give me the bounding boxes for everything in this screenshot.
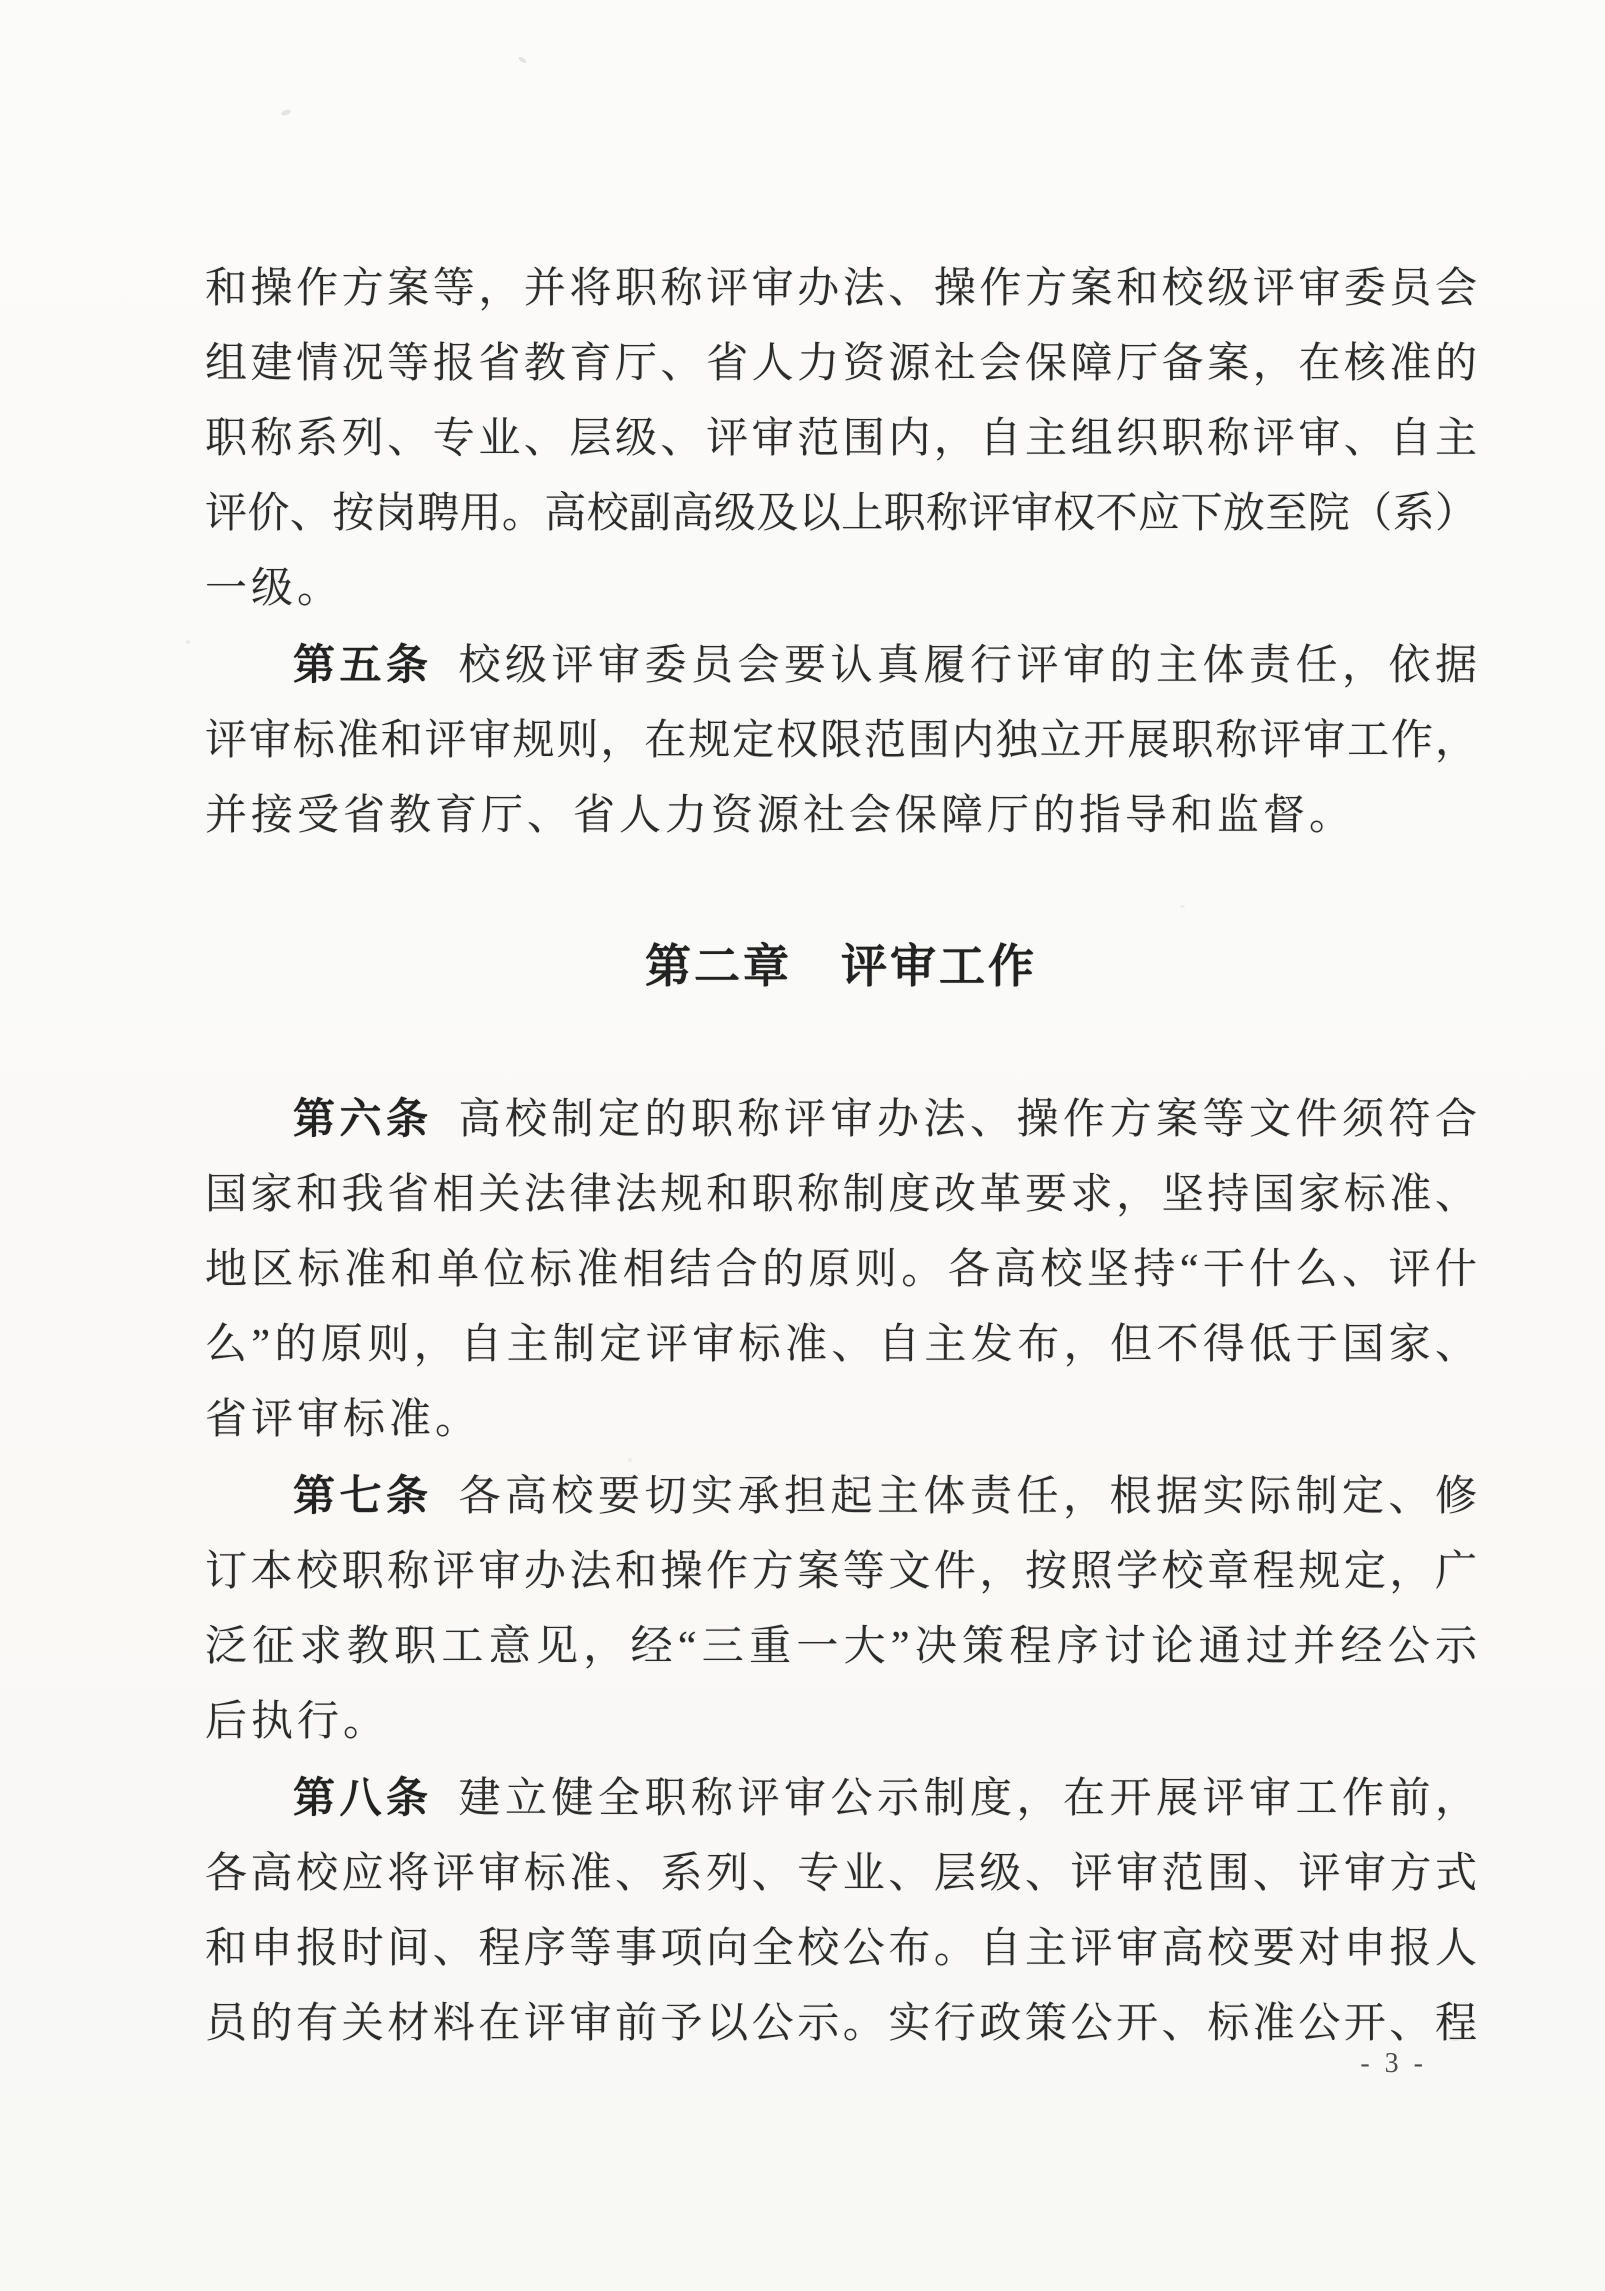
body-line: 后执行。 <box>205 1699 390 1745</box>
body-line: 各高校要切实承担起主体责任，根据实际制定、修 <box>458 1474 1477 1520</box>
scan-speck <box>280 108 291 116</box>
scan-speck <box>186 640 190 644</box>
article-first-line <box>205 1458 1477 1535</box>
body-line: 职称系列、专业、层级、评审范围内，自主组织职称评审、自主 <box>205 416 1477 462</box>
body-line: 一级。 <box>205 566 344 612</box>
body-line: 校级评审委员会要认真履行评审的主体责任，依据 <box>458 643 1477 689</box>
body-line: 组建情况等报省教育厅、省人力资源社会保障厅备案，在核准的 <box>205 341 1477 387</box>
body-line: 地区标准和单位标准相结合的原则。各高校坚持“干什么、评什 <box>205 1247 1477 1293</box>
body-line: 建立健全职称评审公示制度，在开展评审工作前， <box>458 1776 1477 1822</box>
scan-speck <box>518 56 528 64</box>
body-line: 订本校职称评审办法和操作方案等文件，按照学校章程规定，广 <box>205 1549 1477 1595</box>
body-line: 么”的原则，自主制定评审标准、自主发布，但不得低于国家、 <box>205 1322 1477 1368</box>
body-line: 省评审标准。 <box>205 1397 482 1443</box>
page-number: - 3 - <box>1360 2048 1427 2079</box>
body-line: 员的有关材料在评审前予以公示。实行政策公开、标准公开、程 <box>205 2001 1477 2047</box>
article-label: 第八条 <box>293 1774 433 1821</box>
article-first-line <box>205 627 1477 704</box>
body-line: 评价、按岗聘用。高校副高级及以上职称评审权不应下放至院（系） <box>205 491 1477 537</box>
document-body <box>205 252 1477 2062</box>
body-line: 和申报时间、程序等事项向全校公布。自主评审高校要对申报人 <box>205 1926 1477 1972</box>
chapter-heading: 第二章 评审工作 <box>645 940 1037 992</box>
article-label: 第七条 <box>293 1472 433 1519</box>
body-line: 高校制定的职称评审办法、操作方案等文件须符合 <box>458 1097 1477 1143</box>
article-first-line <box>205 1081 1477 1158</box>
article-label: 第五条 <box>293 641 433 688</box>
article-first-line <box>205 1760 1477 1837</box>
body-line: 并接受省教育厅、省人力资源社会保障厅的指导和监督。 <box>205 793 1356 839</box>
article-label: 第六条 <box>293 1095 433 1142</box>
body-line: 和操作方案等，并将职称评审办法、操作方案和校级评审委员会 <box>205 266 1477 312</box>
body-line: 各高校应将评审标准、系列、专业、层级、评审范围、评审方式 <box>205 1851 1477 1897</box>
body-line: 泛征求教职工意见，经“三重一大”决策程序讨论通过并经公示 <box>205 1624 1477 1670</box>
body-line: 评审标准和评审规则，在规定权限范围内独立开展职称评审工作， <box>205 718 1477 764</box>
body-line: 国家和我省相关法律法规和职称制度改革要求，坚持国家标准、 <box>205 1172 1477 1218</box>
